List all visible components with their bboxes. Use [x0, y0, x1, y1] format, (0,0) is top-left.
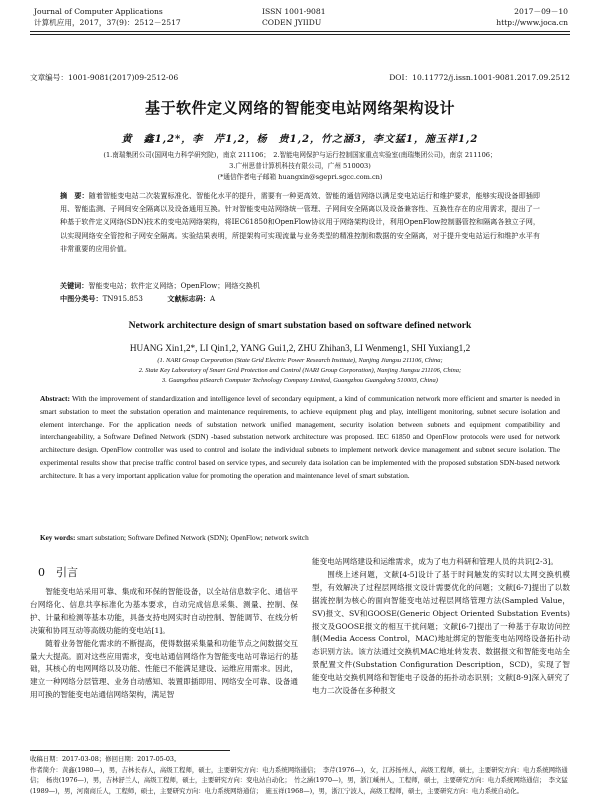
footnote — [30, 754, 570, 796]
corresponding-email-cn: (*通信作者电子邮箱 huangxin@sgepri.sgcc.com.cn) — [217, 173, 383, 181]
article-number: 文章编号：1001-9081(2017)09-2512-06 — [30, 73, 179, 82]
keywords-cn-label: 关键词： — [60, 281, 89, 290]
doc-code-value: A — [209, 294, 216, 303]
issue-date: 2017－09－10 — [514, 7, 568, 16]
doc-code-label: 文献标志码： — [167, 294, 210, 303]
keywords-en — [40, 534, 560, 542]
abstract-cn-label: 摘 要： — [60, 191, 89, 200]
journal-meta — [408, 6, 568, 28]
affiliation-en-2: 2. State Key Laboratory of Smart Grid Protection and Control (NARI Group Corporation), Nanjing Jiangsu 211106, China; — [138, 367, 462, 374]
header-rule-top — [30, 31, 570, 32]
authors-en: HUANG Xin1,2*, LI Qin1,2, YANG Gui1,2, ZHU Zhihan3, LI Wenmeng1, SHI Yuxiang1,2 — [129, 343, 471, 353]
footnote-received: 收稿日期：2017-03-08；修回日期：2017-05-03。 — [30, 755, 181, 763]
keywords-en-text: smart substation; Software Defined Network (SDN); OpenFlow; network switch — [77, 534, 309, 542]
article-meta-row — [30, 72, 570, 83]
journal-name — [34, 6, 274, 28]
abstract-en-text: With the improvement of standardization and intelligence level of secondary equipment, a kind of communication network more efficient and smarter is needed in smart substation to meet the substation operation and maintenance requirements, to achieve equipment plug and play, intelligent monitoring, subnet secure isolation and element interchange. For the application needs of substation network unified management, security isolation between subnets and equipment compatibility and interchangeability, a Software Defined Network (SDN) -based substation network architecture was proposed. IEC 61850 and OpenFlow protocols were used for network architecture design. OpenFlow controller was used to control and isolate the individual subnets to implement network device management and subnet secure isolation. The experimental results show that precise traffic control based on service types, and securely data isolation can be implemented with the proposed substation SDN-based network architecture. It has a very important application value for promoting the operation and maintenance level of smart substation. — [40, 394, 560, 480]
section-heading-introduction: 0 引言 — [38, 566, 78, 579]
header-rule-bottom — [30, 34, 570, 35]
keywords-cn — [60, 280, 540, 292]
affiliation-cn-1: (1.南瑞集团公司(国网电力科学研究院)，南京 211106； 2.智能电网保护与运行控制国家重点实验室(南瑞集团公司)，南京 211106； — [103, 151, 497, 159]
paper-title-en: Network architecture design of smart substation based on software defined network — [128, 320, 472, 331]
coden: CODEN JYIIDU — [262, 18, 322, 27]
classification-row — [60, 293, 540, 305]
footnote-author-bios: 作者简介：黄鑫(1980—)，男，吉林长春人，高级工程师，硕士，主要研究方向：电力系统网络通信； 李芹(1976—)，女，江苏扬州人，高级工程师，硕士，主要研究方向：电力系统网络通信； 杨贵(1976—)，男，吉林舒兰人，高级工程师，硕士，主要研究方向：变电站自动化； 竹之涵(1970—)，男，浙江嵊州人，工程师，硕士，主要研究方向：电力系统网络通信； 李文猛(1989—)，男，河南商丘人，工程师，硕士，主要研究方向：电力系统网络通信； 施玉祥(1968—)，男，浙江宁波人，高级工程师，硕士，主要研究方向：电力系统自动化。 — [30, 765, 568, 795]
body-column-right — [312, 556, 570, 698]
affiliation-cn-2: 3.广州思普计算机科技有限公司，广州 510003) — [229, 162, 371, 170]
body-right-paragraph-1: 能变电站网络建设和运维需求，成为了电力科研和管理人员的共识[2-3]。 — [312, 557, 558, 566]
journal-header — [0, 6, 600, 50]
affiliation-en-1: (1. NARI Group Corporation (State Grid Electric Power Research Institute), Nanjing Jiangsu 211106, China; — [157, 357, 443, 364]
clc-value: TN915.853 — [102, 294, 143, 303]
body-column-left — [30, 586, 298, 702]
journal-codes — [262, 6, 412, 28]
abstract-en-label: Abstract: — [40, 394, 70, 403]
issn: ISSN 1001-9081 — [262, 7, 326, 16]
journal-citation-cn: 计算机应用，2017，37(9)：2512－2517 — [34, 18, 181, 27]
abstract-cn-text: 随着智能变电站二次装置标准化、智能化水平的提升，需要有一种更高效、智能的通信网络以满足变电站运行和维护要求，能够实现设备即插即用、智能监测、子网间安全隔离以及设备通用互换。针对智能变电站网络统一管理、子网间安全隔离以及设备兼容性、互换性存在的应用需求，提出了一种基于软件定义网络(SDN)技术的变电站网络架构，将IEC61850和OpenFlow协议用于网络架构设计，利用OpenFlow控制器管控和隔离各独立子网，以实现网络安全管控和子网安全隔离。实验结果表明，所提架构可实现流量与业务类型的精准控制和数据的安全隔离，对于提升变电站运行和维护水平有非常重要的应用价值。 — [60, 191, 541, 253]
body-left-paragraph-1: 智能变电站采用可靠、集成和环保的智能设备，以全站信息数字化、通信平台网络化、信息共享标准化为基本要求，自动完成信息采集、测量、控制、保护、计量和检测等基本功能，具备支持电网实时自动控制、智能调节、在线分析决策和协同互动等高级功能的变电站[1]。 — [30, 587, 298, 635]
authors-cn: 黄 鑫1,2*，李 芹1,2，杨 贵1,2，竹之涵3，李文猛1，施玉祥1,2 — [121, 134, 479, 145]
keywords-en-label: Key words: — [40, 534, 76, 542]
abstract-cn — [60, 189, 540, 255]
paper-title-cn: 基于软件定义网络的智能变电站网络架构设计 — [144, 99, 455, 117]
clc-label: 中图分类号： — [60, 294, 103, 303]
footnote-rule — [30, 750, 230, 751]
journal-name-en: Journal of Computer Applications — [34, 7, 163, 16]
affiliation-en-3: 3. Guangzhou piSearch Computer Technology Company Limited, Guangzhou Guangdong 510003, China) — [162, 377, 438, 384]
body-right-paragraph-2: 围绕上述问题，文献[4-5]设计了基于时间触发的实时以太网交换机模型，有效解决了过程层网络报文设计需要优化的问题；文献[6-7]提出了以数据流控制为核心的面向智能变电站过程层网络管理方法(Sampled Value，SV)报文、SV和GOOSE(Generic Object Oriented Substation Events)报文及GOOSE报文的相互干扰问题；文献[6-7]提出了一种基于存取访问控制(Media Access Control，MAC)地址绑定的智能变电站网络设备拓扑动态识别方法。该方法通过交换机MAC地址转发表、数据报文和智能变电站全景配置文件(Substation Configuration Description，SCD)，实现了智能变电站交换机网络和智能电子设备的拓扑动态识别；文献[8-9]深入研究了电力二次设备在多种报文 — [312, 569, 570, 696]
body-left-paragraph-2: 随着业务智能化需求的不断提高，使得数据采集量和功能节点之间数据交互量大大提高。面对这些应用需求，变电站通信网络作为智能变电站可靠运行的基础，其核心的电网网络以及功能、性能已不能满足建设、运维应用需求。因此，建立一种网络分层管理、业务自动感知、装置即插即用、网络安全可靠、设备通用可换的智能变电站通信网络架构，满足智 — [30, 638, 298, 700]
doi[interactable]: DOI：10.11772/j.issn.1001-9081.2017.09.2512 — [389, 73, 570, 82]
journal-url[interactable]: http://www.joca.cn — [496, 18, 568, 27]
keywords-cn-text: 智能变电站；软件定义网络；OpenFlow；网络交换机 — [88, 281, 260, 290]
abstract-en — [40, 393, 560, 482]
